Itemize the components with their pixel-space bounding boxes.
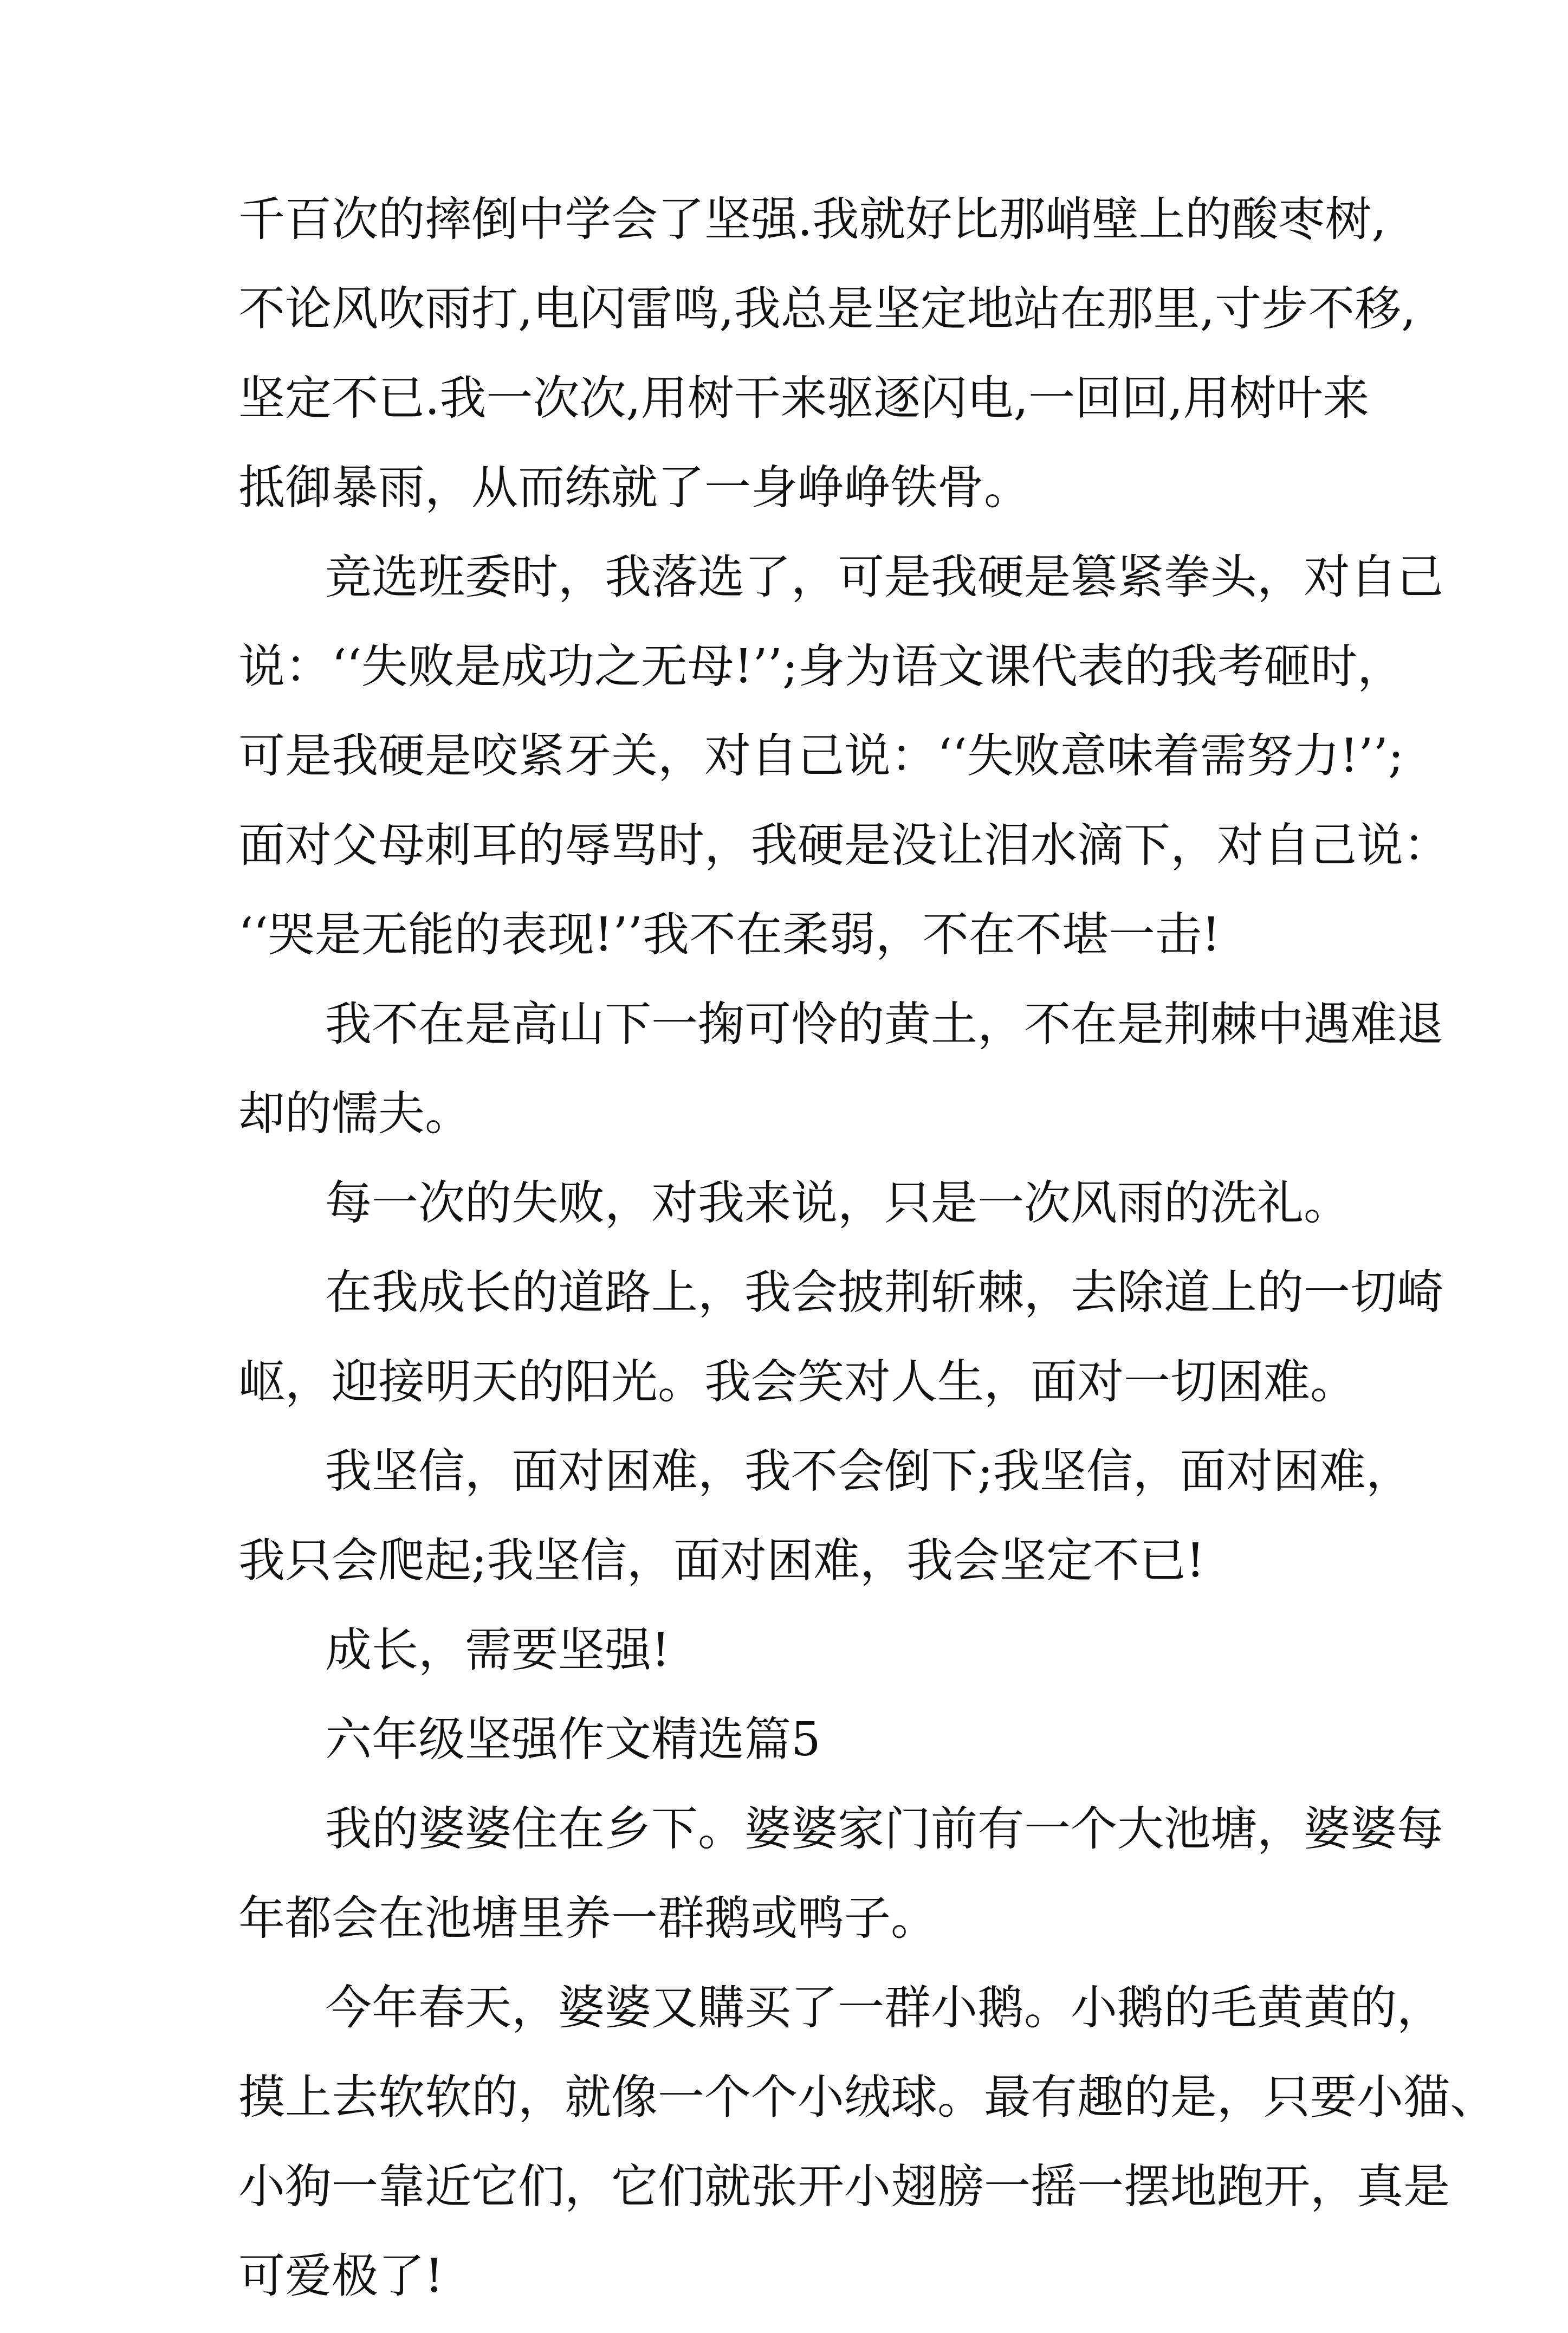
text-line: 我的婆婆住在乡下。婆婆家门前有一个大池塘，婆婆每 — [325, 1802, 1443, 1856]
text-line: 却的懦夫。 — [238, 1087, 471, 1141]
text-line: 在我成长的道路上，我会披荆斩棘，去除道上的一切崎 — [325, 1265, 1443, 1320]
text-line: 岖，迎接明天的阳光。我会笑对人生，面对一切困难。 — [238, 1355, 1357, 1409]
text-line: 每一次的失败，对我来说，只是一次风雨的洗礼。 — [325, 1176, 1350, 1230]
text-line: 抵御暴雨，从而练就了一身峥峥铁骨。 — [238, 461, 1031, 515]
text-line: 我只会爬起;我坚信，面对困难，我会坚定不已! — [238, 1534, 1205, 1588]
text-line: 说：‘‘失败是成功之无母!’’;身为语文课代表的我考砸时， — [238, 639, 1404, 694]
text-line: 面对父母刺耳的辱骂时，我硬是没让泪水滴下，对自己说： — [238, 818, 1450, 873]
text-line: 千百次的摔倒中学会了坚强.我就好比那峭壁上的酸枣树, — [238, 192, 1386, 247]
text-line: 我不在是高山下一掬可怜的黄土，不在是荆棘中遇难退 — [325, 997, 1443, 1051]
text-line: 竞选班委时，我落选了，可是我硬是篡紧拳头，对自己 — [325, 550, 1443, 604]
text-line: 可爱极了! — [238, 2249, 444, 2303]
text-line: 我坚信，面对困难，我不会倒下;我坚信，面对困难， — [325, 1444, 1413, 1498]
text-line: 不论风吹雨打,电闪雷鸣,我总是坚定地站在那里,寸步不移, — [238, 282, 1416, 336]
text-line: 小狗一靠近它们，它们就张开小翅膀一摇一摆地跑开，真是 — [238, 2160, 1450, 2214]
section-heading: 六年级坚强作文精选篇5 — [325, 1712, 821, 1767]
text-line: 成长，需要坚强! — [325, 1623, 670, 1677]
text-line: 可是我硬是咬紧牙关，对自己说：‘‘失败意味着需努力!’’; — [238, 729, 1404, 783]
text-line: ‘‘哭是无能的表现!’’我不在柔弱，不在不堪一击! — [238, 908, 1221, 962]
text-line: 年都会在池塘里养一群鹅或鸭子。 — [238, 1891, 937, 1946]
text-line: 今年春天，婆婆又購买了一群小鹅。小鹅的毛黄黄的， — [325, 1981, 1443, 2035]
text-line: 摸上去软软的，就像一个个小绒球。最有趣的是，只要小猫、 — [238, 2070, 1496, 2124]
text-line: 坚定不已.我一次次,用树干来驱逐闪电,一回回,用树叶来 — [238, 371, 1370, 425]
